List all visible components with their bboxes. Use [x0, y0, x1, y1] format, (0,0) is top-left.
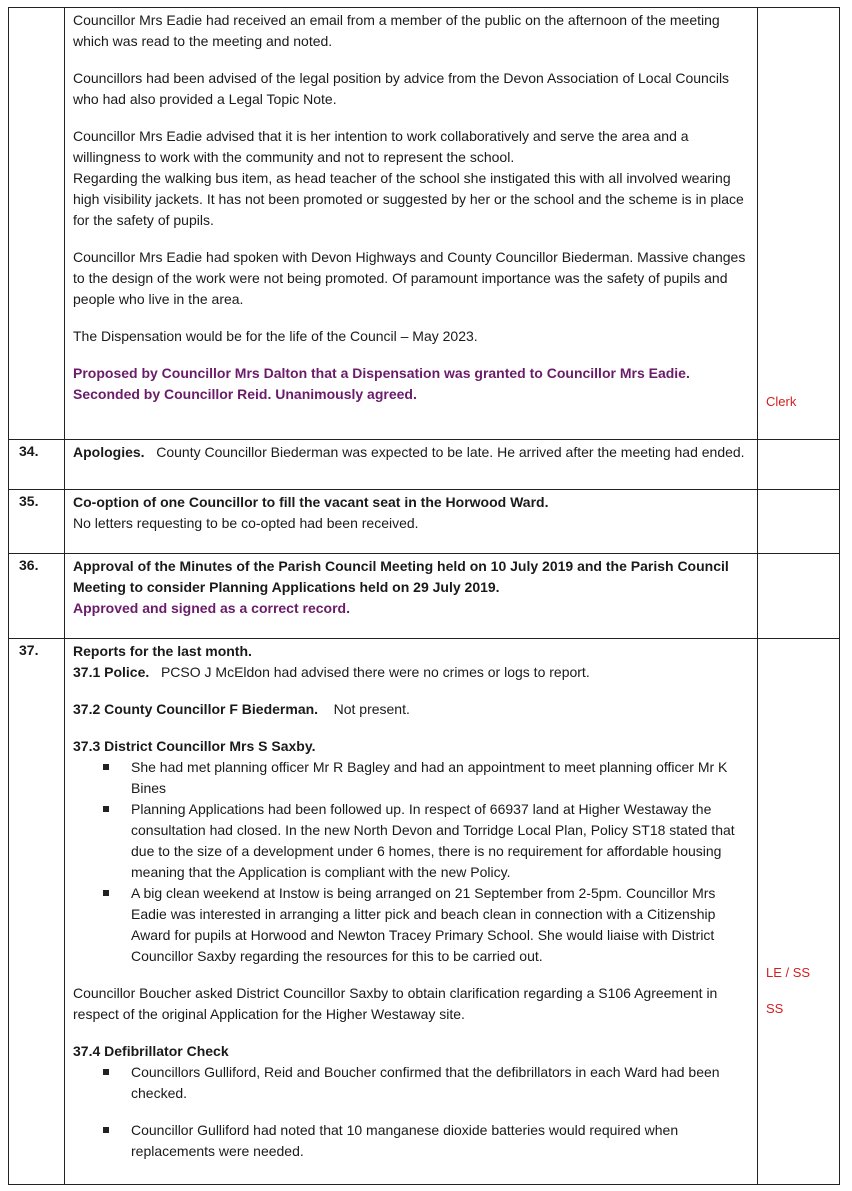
- list-item-text: Councillors Gulliford, Reid and Boucher confirmed that the defibrillators in each Ward had been checked.: [131, 1064, 720, 1101]
- list-item: [131, 883, 749, 967]
- bullet-list: [73, 757, 749, 967]
- item-text: No letters requesting to be co-opted had been received.: [73, 515, 419, 531]
- list-item: [131, 1062, 749, 1104]
- list-item-text: She had met planning officer Mr R Bagley and had an appointment to meet planning officer Mr K Bines: [131, 759, 728, 796]
- subsection-title: 37.3 District Councillor Mrs S Saxby.: [73, 738, 316, 754]
- item-number: 37.: [9, 639, 65, 1185]
- subsection-title: 37.1 Police.: [73, 664, 150, 680]
- bullet-icon: [103, 1127, 109, 1133]
- item-heading: Approval of the Minutes of the Parish Council Meeting held on 10 July 2019 and the Parish Council Meeting to consider Planning Applications held on 29 July 2019.: [73, 558, 729, 595]
- item-body: [65, 8, 758, 440]
- bullet-icon: [103, 806, 109, 812]
- list-item-text: Councillor Gulliford had noted that 10 manganese dioxide batteries would required when replacements were needed.: [131, 1122, 679, 1159]
- paragraph: The Dispensation would be for the life of the Council – May 2023.: [73, 328, 478, 344]
- item-body: [65, 554, 758, 639]
- resolution-text: Proposed by Councillor Mrs Dalton that a Dispensation was granted to Councillor Mrs Eadie. Seconded by Councillor Reid. Unanimously agreed.: [73, 365, 690, 402]
- item-body: [65, 639, 758, 1185]
- item-heading: Apologies.: [73, 444, 145, 460]
- minute-row-36: [9, 554, 840, 639]
- list-item-text: Planning Applications had been followed up. In respect of 66937 land at Higher Westaway the consultation had closed. In the new North Devon and Torridge Local Plan, Policy ST18 stated that due to the size of a development under 6 homes, there is no requirement for affordable housing meaning that the Application is compliant with the new Policy.: [131, 801, 735, 880]
- item-number-cell: [9, 8, 65, 440]
- item-number: 35.: [9, 490, 65, 554]
- minute-row-37: [9, 639, 840, 1185]
- paragraph: Councillor Mrs Eadie advised that it is her intention to work collaboratively and serve the area and a willingness to work with the community and not to represent the school.: [73, 128, 689, 165]
- action-cell: [758, 639, 840, 1185]
- item-text: County Councillor Biederman was expected to be late. He arrived after the meeting had ended.: [156, 444, 745, 460]
- minute-row-35: [9, 490, 840, 554]
- action-cell: [758, 8, 840, 440]
- minute-row-34: [9, 440, 840, 490]
- paragraph: Councillor Boucher asked District Councillor Saxby to obtain clarification regarding a S106 Agreement in respect of the original Application for the Higher Westaway site.: [73, 985, 718, 1022]
- resolution-text: Approved and signed as a correct record.: [73, 600, 350, 616]
- list-item: [131, 799, 749, 883]
- paragraph: Regarding the walking bus item, as head teacher of the school she instigated this with all involved wearing high visibility jackets. It has not been promoted or suggested by her or the school and the scheme is in place for the safety of pupils.: [73, 170, 744, 228]
- item-number: 34.: [9, 440, 65, 490]
- item-number: 36.: [9, 554, 65, 639]
- subsection-title: 37.4 Defibrillator Check: [73, 1043, 229, 1059]
- item-body: [65, 440, 758, 490]
- bullet-icon: [103, 764, 109, 770]
- action-owner: LE / SS: [766, 965, 811, 980]
- action-cell: [758, 554, 840, 639]
- paragraph: Councillor Mrs Eadie had received an email from a member of the public on the afternoon of the meeting which was read to the meeting and noted.: [73, 12, 720, 49]
- subsection-text: PCSO J McEldon had advised there were no crimes or logs to report.: [160, 664, 590, 680]
- item-body: [65, 490, 758, 554]
- bullet-list: [73, 1062, 749, 1162]
- bullet-icon: [103, 890, 109, 896]
- minute-row-continued: [9, 8, 840, 440]
- action-owner: SS: [766, 1001, 784, 1016]
- list-item-text: A big clean weekend at Instow is being arranged on 21 September from 2-5pm. Councillor Mrs Eadie was interested in arranging a litter pick and beach clean in connection with a Citizenship Award for pupils at Horwood and Newton Tracey Primary School. She would liaise with District Councillor Saxby regarding the resources for this to be carried out.: [131, 885, 716, 964]
- action-cell: [758, 440, 840, 490]
- item-heading: Co-option of one Councillor to fill the vacant seat in the Horwood Ward.: [73, 494, 549, 510]
- minutes-table: [8, 7, 840, 1185]
- subsection-title: 37.2 County Councillor F Biederman.: [73, 701, 319, 717]
- action-owner: Clerk: [766, 394, 797, 409]
- list-item: [131, 1120, 749, 1162]
- paragraph: Councillors had been advised of the legal position by advice from the Devon Association of Local Councils who had also provided a Legal Topic Note.: [73, 70, 730, 107]
- action-cell: [758, 490, 840, 554]
- bullet-icon: [103, 1069, 109, 1075]
- item-heading: Reports for the last month.: [73, 643, 252, 659]
- subsection-text: Not present.: [333, 701, 410, 717]
- paragraph: Councillor Mrs Eadie had spoken with Devon Highways and County Councillor Biederman. Massive changes to the design of the work were not being promoted. Of paramount importance was the safety of pupils and people who live in the area.: [73, 249, 746, 307]
- list-item: [131, 757, 749, 799]
